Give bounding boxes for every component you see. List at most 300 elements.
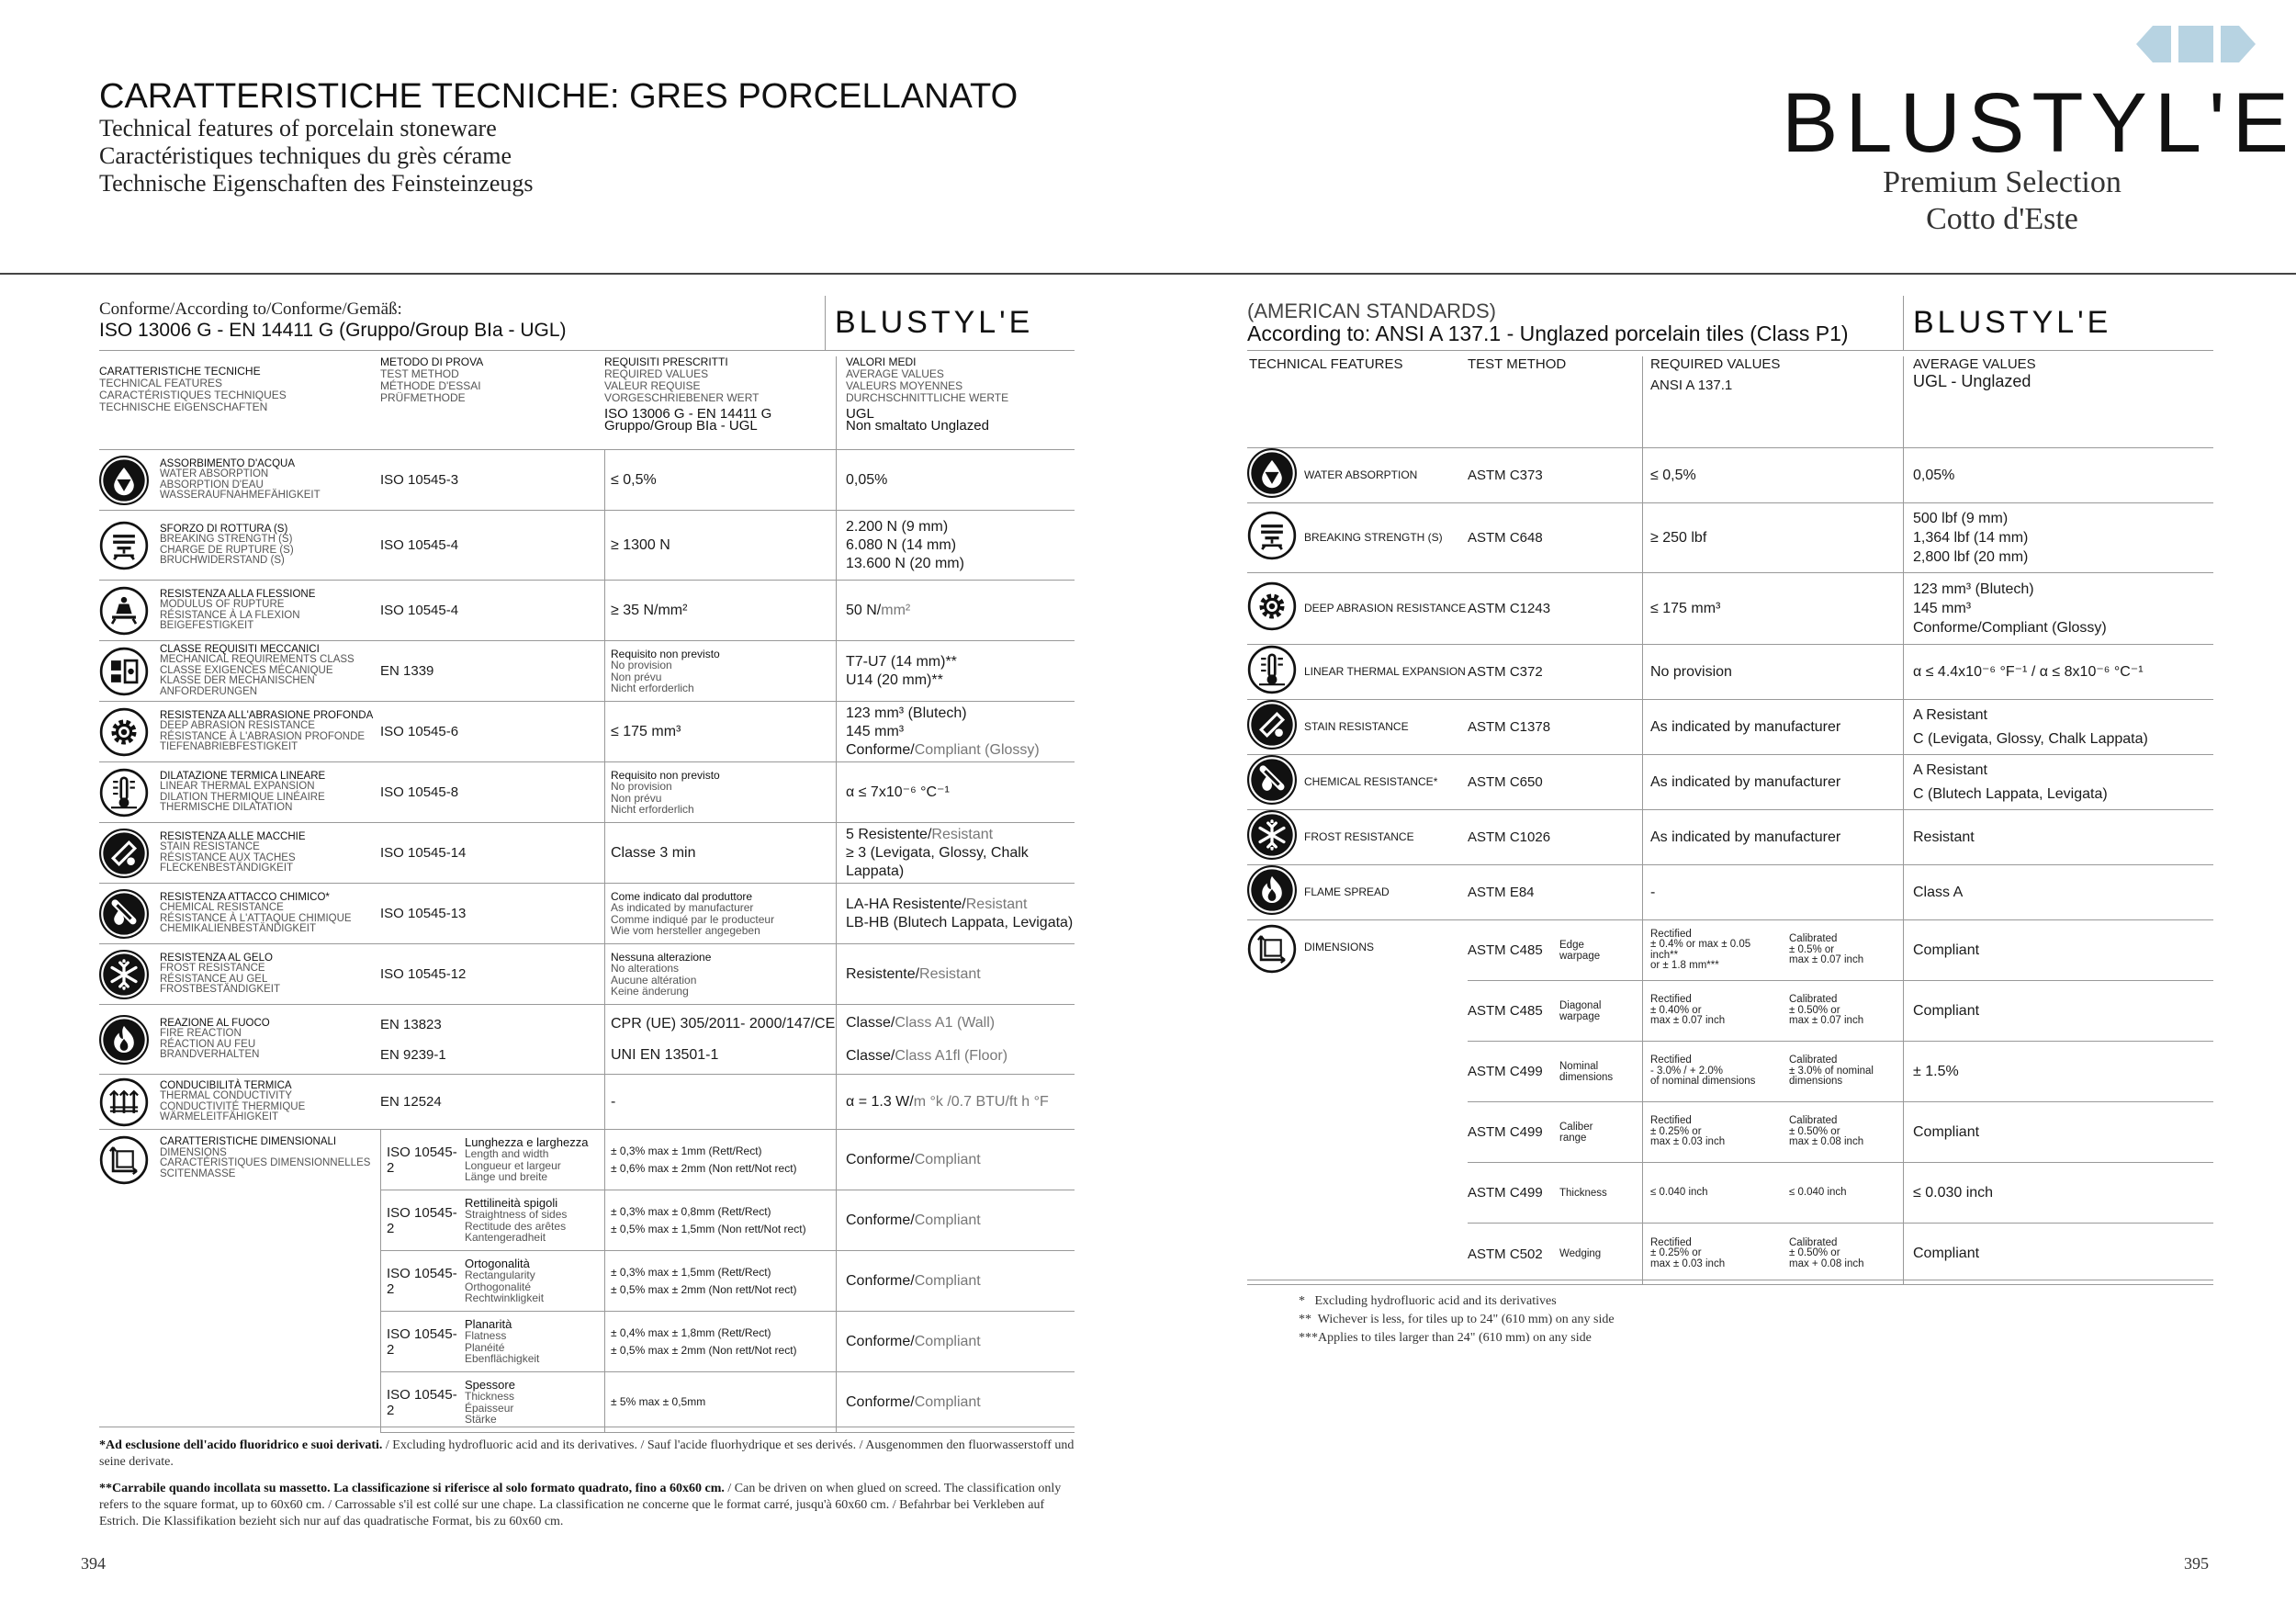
- average-value: 145 mm³: [846, 723, 905, 739]
- feature-name-line: ASSORBIMENTO D'ACQUA: [160, 457, 296, 469]
- water-drop-icon: [99, 456, 149, 505]
- dimension-average: Conforme/ Compliant: [836, 1312, 1075, 1371]
- header-line: VALEUR REQUISE: [604, 379, 701, 392]
- feature-name-line: STAIN RESISTANCE: [160, 841, 260, 852]
- dimension-row: [1468, 1224, 2213, 1284]
- dimension-name-line: Spessore: [465, 1377, 515, 1392]
- dimensions-icon: [1247, 924, 1297, 974]
- calibrated-line: ± 0.50% or: [1789, 1004, 1840, 1016]
- spec-row: [99, 450, 1075, 511]
- calibrated-line: ± 3.0% of nominal: [1789, 1065, 1874, 1077]
- dimension-average: Conforme/ Compliant: [836, 1251, 1075, 1311]
- required-cell: [604, 944, 836, 1004]
- test-method: ASTM E84: [1468, 885, 1535, 900]
- spec-row: [99, 823, 1075, 884]
- rectified-line: ± 0.25% or: [1650, 1125, 1702, 1137]
- feature-name-line: WÄRMELEITFÄHIGKEIT: [160, 1111, 279, 1122]
- dimension-name-line: Stärke: [465, 1413, 497, 1426]
- average-value: 50 N/mm²: [846, 602, 911, 618]
- col-required-values: [604, 356, 836, 449]
- calibrated-line: Calibrated: [1789, 1236, 1838, 1248]
- test-method: EN 13823: [380, 1016, 442, 1032]
- dimension-sub-label: Caliber: [1559, 1121, 1593, 1133]
- calibrated-line: dimensions: [1789, 1076, 1843, 1088]
- required-value-line: As indicated by manufacturer: [611, 901, 754, 914]
- required-value-line: Nicht erforderlich: [611, 803, 694, 816]
- average-cell: [1903, 645, 2213, 699]
- feature-name-line: RÉSISTANCE AU GEL: [160, 973, 268, 985]
- dimension-average: Conforme/ Compliant: [836, 1190, 1075, 1250]
- average-value: Resistant: [1913, 829, 1975, 845]
- rectified-line: of nominal dimensions: [1650, 1076, 1756, 1088]
- dimension-average: Compliant: [1903, 1224, 2213, 1284]
- rectified-line: max ± 0.03 inch: [1650, 1136, 1726, 1148]
- average-value: Classe/Class A1 (Wall): [846, 1014, 996, 1031]
- required-value-line: No provision: [611, 780, 672, 793]
- required-cell: [604, 884, 836, 943]
- dimension-row: [380, 1130, 1075, 1190]
- average-cell: [836, 1005, 1075, 1074]
- dimensions-name: [160, 1130, 380, 1433]
- rectified-line: Rectified: [1650, 1054, 1692, 1066]
- dimension-average: Compliant: [1903, 920, 2213, 980]
- average-value: A Resistant: [1913, 761, 1987, 778]
- average-value: LB-HB (Blutech Lappata, Levigata): [846, 914, 1074, 930]
- header-line: TECHNICAL FEATURES: [99, 377, 223, 389]
- average-cell: [836, 450, 1075, 510]
- breaking-strength-icon: [99, 521, 149, 570]
- average-cell: [836, 641, 1075, 701]
- dimension-sub-label: Thickness: [1559, 1187, 1607, 1199]
- dimension-name-line: Thickness: [465, 1390, 515, 1403]
- method-cell: [380, 663, 604, 679]
- calibrated-line: Calibrated: [1789, 1115, 1838, 1127]
- feature-name-line: TIEFENABRIEBFESTIGKEIT: [160, 741, 298, 752]
- average-cell: [1903, 810, 2213, 864]
- spec-row: [99, 581, 1075, 641]
- spec-row: [99, 641, 1075, 702]
- dimension-tolerance: ± 0,5% max ± 2mm (Non rett/Not rect): [611, 1343, 797, 1357]
- average-value: Classe/Class A1fl (Floor): [846, 1047, 1008, 1064]
- dimension-tolerance: ± 0,3% max ± 1mm (Rett/Rect): [611, 1144, 762, 1157]
- spec-row: [1247, 810, 2213, 865]
- dimension-name-line: Flatness: [465, 1329, 507, 1342]
- conformity-label: Conforme/According to/Conforme/Gemäß:: [99, 299, 402, 319]
- footnote-line: ** Wichever is less, for tiles up to 24" (610 mm) on any side: [1299, 1313, 1615, 1326]
- average-value: 2,800 lbf (20 mm): [1913, 549, 2029, 565]
- feature-name: [160, 832, 380, 874]
- required-cell: [604, 641, 836, 701]
- method-cell: [380, 537, 604, 553]
- average-value: Resistente/Resistant: [846, 965, 981, 982]
- spec-row: [99, 1005, 1075, 1075]
- feature-name-line: CONDUCIBILITÀ TERMICA: [160, 1079, 292, 1091]
- feature-name: [160, 590, 380, 632]
- rectified-line: Rectified: [1650, 1115, 1692, 1127]
- feature-name-line: THERMISCHE DILATATION: [160, 802, 293, 813]
- average-cell: [836, 944, 1075, 1004]
- required-value-line: Nicht erforderlich: [611, 682, 694, 694]
- stain-icon: [99, 829, 149, 878]
- required-cell: [604, 511, 836, 580]
- calibrated-line: Calibrated: [1789, 1054, 1838, 1066]
- dimension-tolerance: ± 0,5% max ± 1,5mm (Non rett/Not rect): [611, 1222, 806, 1235]
- required-value-line: Nessuna alterazione: [611, 950, 712, 964]
- feature-name-line: ABSORPTION D'EAU: [160, 479, 264, 491]
- dimension-sub-label: Edge: [1559, 939, 1584, 951]
- feature-name-line: DILATION THERMIQUE LINÉAIRE: [160, 791, 325, 803]
- spec-row: [99, 762, 1075, 823]
- feature-name-line: RESISTENZA ATTACCO CHIMICO*: [160, 891, 330, 903]
- col-required-std: ANSI A 137.1: [1650, 378, 1733, 393]
- average-value: C (Blutech Lappata, Levigata): [1913, 785, 2108, 802]
- average-cell: [836, 823, 1075, 883]
- method-cell: [380, 784, 604, 800]
- dimension-sub-label: warpage: [1559, 950, 1601, 962]
- average-value: 123 mm³ (Blutech): [846, 705, 967, 721]
- brand-line-2: Cotto d'Este: [1926, 202, 2078, 236]
- left-spec-table: [99, 296, 1075, 1433]
- feature-name-line: LINEAR THERMAL EXPANSION: [160, 781, 315, 792]
- american-standards-label: (AMERICAN STANDARDS): [1247, 299, 1496, 322]
- page-title: CARATTERISTICHE TECNICHE: GRES PORCELLANATO: [99, 77, 1019, 116]
- dimension-method: ASTM C499: [1468, 1185, 1543, 1201]
- feature-name-line: CARATTERISTICHE DIMENSIONALI: [160, 1136, 337, 1147]
- method-cell: [380, 1094, 604, 1110]
- col-average-unglazed: Non smaltato Unglazed: [846, 418, 989, 434]
- stain-icon: [1247, 700, 1297, 750]
- dimensions-icon: [99, 1135, 149, 1185]
- feature-name-line: MODULUS OF RUPTURE: [160, 599, 285, 610]
- required-value: Classe 3 min: [611, 844, 696, 861]
- calibrated-line: Calibrated: [1789, 994, 1838, 1006]
- method-cell: [380, 472, 604, 488]
- spec-row: [1247, 573, 2213, 645]
- flexion-icon: [99, 586, 149, 636]
- required-value-line: Non prévu: [611, 791, 662, 805]
- page-number-left: 394: [81, 1554, 106, 1573]
- dimension-sub-label: Wedging: [1559, 1248, 1602, 1259]
- average-value: Class A: [1913, 885, 1964, 900]
- test-method: ASTM C1378: [1468, 719, 1551, 735]
- calibrated-line: max ± 0.07 inch: [1789, 1015, 1864, 1027]
- feature-name-line: DILATAZIONE TERMICA LINEARE: [160, 770, 326, 782]
- feature-name: FLAME SPREAD: [1304, 885, 1390, 898]
- calibrated-line: ± 0.5% or: [1789, 943, 1835, 955]
- dimension-name-line: Straightness of sides: [465, 1208, 568, 1221]
- required-value: As indicated by manufacturer: [1642, 755, 1903, 809]
- dimension-sub-label: Nominal: [1559, 1060, 1599, 1072]
- feature-name: CHEMICAL RESISTANCE*: [1304, 775, 1438, 788]
- average-cell: [1903, 865, 2213, 919]
- feature-name-line: RESISTENZA AL GELO: [160, 952, 273, 964]
- calibrated-line: ± 0.50% or: [1789, 1247, 1840, 1259]
- subtitle-de: Technische Eigenschaften des Feinsteinzeugs: [99, 170, 534, 197]
- feature-name-line: RÉSISTANCE À LA FLEXION: [160, 609, 300, 621]
- dimension-tolerance: ± 0,5% max ± 2mm (Non rett/Not rect): [611, 1282, 797, 1296]
- flame-icon: [1247, 865, 1297, 915]
- feature-name-line: KLASSE DER MECHANISCHEN ANFORDERUNGEN: [160, 675, 315, 697]
- feature-name-line: SCITENMASSE: [160, 1167, 236, 1179]
- right-footnotes: [1299, 1292, 1615, 1348]
- feature-name: [160, 459, 380, 502]
- method-cell: [380, 724, 604, 739]
- required-value: No provision: [1642, 645, 1903, 699]
- feature-name-line: MECHANICAL REQUIREMENTS CLASS: [160, 654, 355, 666]
- required-value-line: No provision: [611, 659, 672, 671]
- test-method: ASTM C1026: [1468, 829, 1551, 845]
- feature-name-line: WASSERAUFNAHMEFÄHIGKEIT: [160, 490, 321, 501]
- required-value: CPR (UE) 305/2011- 2000/147/CE: [611, 1015, 836, 1032]
- average-value: 500 lbf (9 mm): [1913, 511, 2009, 526]
- dimension-name-line: Planarità: [465, 1316, 512, 1331]
- average-value: α ≤ 7x10⁻⁶ °C⁻¹: [846, 784, 950, 800]
- calibrated-line: Calibrated: [1789, 933, 1838, 945]
- average-value: 13.600 N (20 mm): [846, 555, 964, 571]
- required-cell: [604, 762, 836, 822]
- rectified-line: Rectified: [1650, 1236, 1692, 1248]
- rectified-line: max ± 0.03 inch: [1650, 1257, 1726, 1269]
- feature-name-line: CLASSE REQUISITI MECCANICI: [160, 643, 320, 655]
- brand-line-1: Premium Selection: [1883, 165, 2122, 199]
- average-cell: [836, 762, 1075, 822]
- dimension-name-line: Planéité: [465, 1340, 505, 1354]
- test-method: EN 1339: [380, 663, 434, 679]
- footnote-1: *Ad esclusione dell'acido fluoridrico e suoi derivati. / Excluding hydrofluoric acid and its derivatives. / Sauf l'acide fluorhydrique et ses derivés. / Ausgenommen den fluorwasserstoff und seine derivate.: [99, 1438, 1075, 1469]
- breaking-strength-icon: [1247, 511, 1297, 560]
- test-method: ISO 10545-6: [380, 724, 459, 739]
- header-line: VALORI MEDI: [846, 355, 917, 368]
- feature-name-line: BEIGEFESTIGKEIT: [160, 620, 254, 631]
- rectified-line: or ± 1.8 mm***: [1650, 960, 1719, 971]
- rectified-line: - 3.0% / + 2.0%: [1650, 1065, 1723, 1077]
- required-cell: [604, 450, 836, 510]
- feature-name-line: RÉSISTANCE AUX TACHES: [160, 851, 296, 863]
- feature-name: [160, 524, 380, 567]
- required-value-line: No alterations: [611, 962, 680, 975]
- required-value-line: Requisito non previsto: [611, 768, 720, 782]
- col-average-values: AVERAGE VALUES: [1913, 356, 2036, 372]
- required-value: -: [611, 1093, 616, 1110]
- dimension-row: [380, 1312, 1075, 1372]
- required-cell: [604, 823, 836, 883]
- spec-row: [99, 1075, 1075, 1130]
- feature-name-line: DEEP ABRASION RESISTANCE: [160, 720, 315, 731]
- thermal-conductivity-icon: [99, 1077, 149, 1127]
- average-value: Conforme/Compliant (Glossy): [846, 741, 1040, 758]
- dimensions-block: [1247, 920, 2213, 1285]
- required-value: As indicated by manufacturer: [1642, 810, 1903, 864]
- dimension-average: Compliant: [1903, 1102, 2213, 1162]
- required-value-line: Keine änderung: [611, 985, 689, 998]
- dimension-average: ≤ 0.030 inch: [1903, 1163, 2213, 1223]
- average-value: 123 mm³ (Blutech): [1913, 581, 2034, 597]
- chemical-icon: [99, 889, 149, 939]
- test-method: ASTM C1243: [1468, 601, 1551, 616]
- footnote-2: **Carrabile quando incollata su massetto. La classificazione si riferisce al solo formato quadrato, fino a 60x60 cm. / Can be driven on when glued on screed. The classification only refers to the square format, up to 60x60 cm. / Carrossable s'il est collé sur une chape. La classification ne concerne que le format carré, jusqu'à 60x60 cm. / Befahrbar bei Verkleben auf Estrich. Die Klassifikation bezieht sich nur auf das quadratische Format, bis zu 60x60 cm.: [99, 1482, 1062, 1528]
- calibrated-line: max + 0.08 inch: [1789, 1257, 1864, 1269]
- dimension-sub-label: Diagonal: [1559, 999, 1602, 1011]
- spec-row: [99, 702, 1075, 762]
- dimension-row: [1468, 1102, 2213, 1163]
- spec-row: [1247, 503, 2213, 573]
- dimension-method: ISO 10545-2: [380, 1251, 465, 1311]
- average-value: α = 1.3 W/m °k /0.7 BTU/ft h °F: [846, 1093, 1049, 1110]
- required-cell: [604, 581, 836, 640]
- dimension-average: Compliant: [1903, 981, 2213, 1041]
- average-cell: [1903, 448, 2213, 502]
- required-value: As indicated by manufacturer: [1642, 700, 1903, 754]
- feature-name-line: BRANDVERHALTEN: [160, 1049, 260, 1060]
- dimension-method: ISO 10545-2: [380, 1372, 465, 1432]
- feature-name-line: REAZIONE AL FUOCO: [160, 1017, 270, 1029]
- rectified-line: ± 0.4% or max ± 0.05: [1650, 939, 1751, 950]
- feature-name: [160, 1081, 380, 1123]
- header-line: DURCHSCHNITTLICHE WERTE: [846, 391, 1009, 404]
- average-cell: [1903, 573, 2213, 644]
- feature-name-line: RÉSISTANCE À L'ATTAQUE CHIMIQUE: [160, 912, 352, 924]
- rectified-line: max ± 0.07 inch: [1650, 1015, 1726, 1027]
- feature-name: [160, 953, 380, 996]
- header-line: VORGESCHRIEBENER WERT: [604, 391, 760, 404]
- ansi-title: According to: ANSI A 137.1 - Unglazed porcelain tiles (Class P1): [1247, 321, 1849, 345]
- average-value: Conforme/Compliant (Glossy): [1913, 620, 2107, 636]
- snowflake-icon: [99, 950, 149, 999]
- average-cell: [1903, 755, 2213, 809]
- spec-row: [1247, 865, 2213, 920]
- dimension-name-line: Rectangularity: [465, 1269, 535, 1281]
- thermometer-icon: [1247, 645, 1297, 694]
- required-value: ≤ 0,5%: [611, 471, 657, 488]
- required-value-line: Aucune altération: [611, 973, 697, 987]
- nav-arrows-icon[interactable]: [2136, 26, 2256, 62]
- feature-name: [160, 711, 380, 753]
- test-method: ISO 10545-4: [380, 537, 459, 553]
- dimension-method: ISO 10545-2: [380, 1190, 465, 1250]
- feature-name-line: FROST RESISTANCE: [160, 963, 265, 974]
- calibrated-line: max ± 0.08 inch: [1789, 1136, 1864, 1148]
- average-value: 2.200 N (9 mm): [846, 518, 949, 535]
- chemical-icon: [1247, 755, 1297, 805]
- dimension-tolerance: ± 0,3% max ± 0,8mm (Rett/Rect): [611, 1204, 771, 1218]
- dimensions-name: DIMENSIONS: [1304, 941, 1375, 953]
- test-method-2: EN 9239-1: [380, 1046, 446, 1063]
- average-value: α ≤ 4.4x10⁻⁶ °F⁻¹ / α ≤ 8x10⁻⁶ °C⁻¹: [1913, 664, 2144, 680]
- dimensions-block: [99, 1130, 1075, 1433]
- col-required-values: REQUIRED VALUES: [1650, 356, 1781, 372]
- test-method: ASTM C648: [1468, 530, 1543, 546]
- flame-icon: [99, 1015, 149, 1065]
- feature-name-line: RESISTENZA ALL'ABRASIONE PROFONDA: [160, 709, 374, 721]
- col-required-std: ISO 13006 G - EN 14411 G: [604, 406, 772, 422]
- dimension-name-line: Ortogonalità: [465, 1256, 530, 1270]
- feature-name-line: FIRE REACTION: [160, 1028, 242, 1039]
- dimension-sub-label: range: [1559, 1132, 1587, 1144]
- dimension-name-line: Épaisseur: [465, 1401, 514, 1415]
- calibrated-line: ± 0.50% or: [1789, 1125, 1840, 1137]
- feature-name-line: FROSTBESTÄNDIGKEIT: [160, 984, 280, 995]
- header-line: REQUISITI PRESCRITTI: [604, 355, 728, 368]
- feature-name-line: THERMAL CONDUCTIVITY: [160, 1090, 292, 1101]
- feature-name-line: CHARGE DE RUPTURE (S): [160, 544, 294, 556]
- dimension-method: ISO 10545-2: [380, 1130, 465, 1190]
- conformity-standard: ISO 13006 G - EN 14411 G (Gruppo/Group BIa - UGL): [99, 320, 567, 341]
- right-spec-table: [1247, 296, 2213, 1285]
- rectified-line: Rectified: [1650, 928, 1692, 940]
- gear-abrasion-icon: [99, 707, 149, 757]
- header-line: MÉTHODE D'ESSAI: [380, 379, 481, 392]
- dimension-name-line: Longueur et largeur: [465, 1158, 561, 1172]
- average-value: A Resistant: [1913, 706, 1987, 723]
- average-value: 0,05%: [1913, 468, 1955, 483]
- test-method: ISO 10545-3: [380, 472, 459, 488]
- col-average-values: [836, 356, 1075, 449]
- feature-name-line: CLASSE EXIGENCES MÉCANIQUE: [160, 664, 333, 676]
- feature-name-line: RÉSISTANCE À L'ABRASION PROFONDE: [160, 730, 366, 742]
- dimension-name-line: Kantengeradheit: [465, 1231, 546, 1244]
- header-line: AVERAGE VALUES: [846, 367, 944, 380]
- method-cell: [380, 603, 604, 618]
- col-average-ugl: UGL - Unglazed: [1913, 372, 2032, 390]
- feature-name-line: CHEMICAL RESISTANCE: [160, 902, 284, 913]
- dimension-name-line: Length and width: [465, 1147, 549, 1160]
- calibrated-line: ≤ 0.040 inch: [1789, 1186, 1847, 1198]
- required-value: ≤ 175 mm³: [611, 723, 681, 739]
- snowflake-icon: [1247, 810, 1297, 860]
- header-line: TEST METHOD: [380, 367, 459, 380]
- method-cell: [380, 966, 604, 982]
- footnote-line: * Excluding hydrofluoric acid and its derivatives: [1299, 1294, 1557, 1308]
- dimension-name-line: Ebenflächigkeit: [465, 1352, 540, 1365]
- header-line: REQUIRED VALUES: [604, 367, 709, 380]
- dimension-method: ASTM C485: [1468, 942, 1543, 958]
- spec-row: [99, 944, 1075, 1005]
- col-technical-features: [99, 356, 380, 449]
- dimension-row: [380, 1190, 1075, 1251]
- average-value: U14 (20 mm)**: [846, 671, 943, 688]
- feature-name-line: CONDUCTIVITÉ THERMIQUE: [160, 1100, 306, 1112]
- feature-name: WATER ABSORPTION: [1304, 468, 1418, 481]
- dimension-method: ASTM C499: [1468, 1124, 1543, 1140]
- dimension-name-line: Länge und breite: [465, 1170, 548, 1183]
- average-value: LA-HA Resistente/Resistant: [846, 896, 1028, 912]
- page-number-right: 395: [2184, 1554, 2209, 1573]
- feature-name: DEEP ABRASION RESISTANCE: [1304, 602, 1467, 615]
- subtitle-en: Technical features of porcelain stoneware: [99, 115, 497, 141]
- average-value: 1,364 lbf (14 mm): [1913, 530, 2029, 546]
- feature-name-line: RÉACTION AU FEU: [160, 1038, 256, 1050]
- col-test-method: [380, 356, 604, 449]
- feature-name: [160, 645, 380, 698]
- required-value-line: Come indicato dal produttore: [611, 889, 753, 903]
- header-line: TECHNISCHE EIGENSCHAFTEN: [99, 400, 268, 413]
- required-value-line: Non prévu: [611, 670, 662, 683]
- feature-name-line: BREAKING STRENGTH (S): [160, 534, 293, 545]
- table-logo: BLUSTYL'E: [835, 305, 1034, 340]
- feature-name: FROST RESISTANCE: [1304, 830, 1414, 843]
- dimension-row: [380, 1372, 1075, 1433]
- average-cell: [836, 884, 1075, 943]
- feature-name-line: RESISTENZA ALLE MACCHIE: [160, 830, 306, 842]
- feature-name: [160, 772, 380, 814]
- spec-row: [1247, 448, 2213, 503]
- dimension-method: ASTM C502: [1468, 1246, 1543, 1262]
- spec-row: [1247, 645, 2213, 700]
- col-average-ugl: UGL: [846, 406, 874, 422]
- dimension-name-line: Rectitude des arêtes: [465, 1219, 567, 1233]
- required-value-line: Comme indiqué par le producteur: [611, 912, 775, 926]
- dimension-sub-label: warpage: [1559, 1010, 1601, 1022]
